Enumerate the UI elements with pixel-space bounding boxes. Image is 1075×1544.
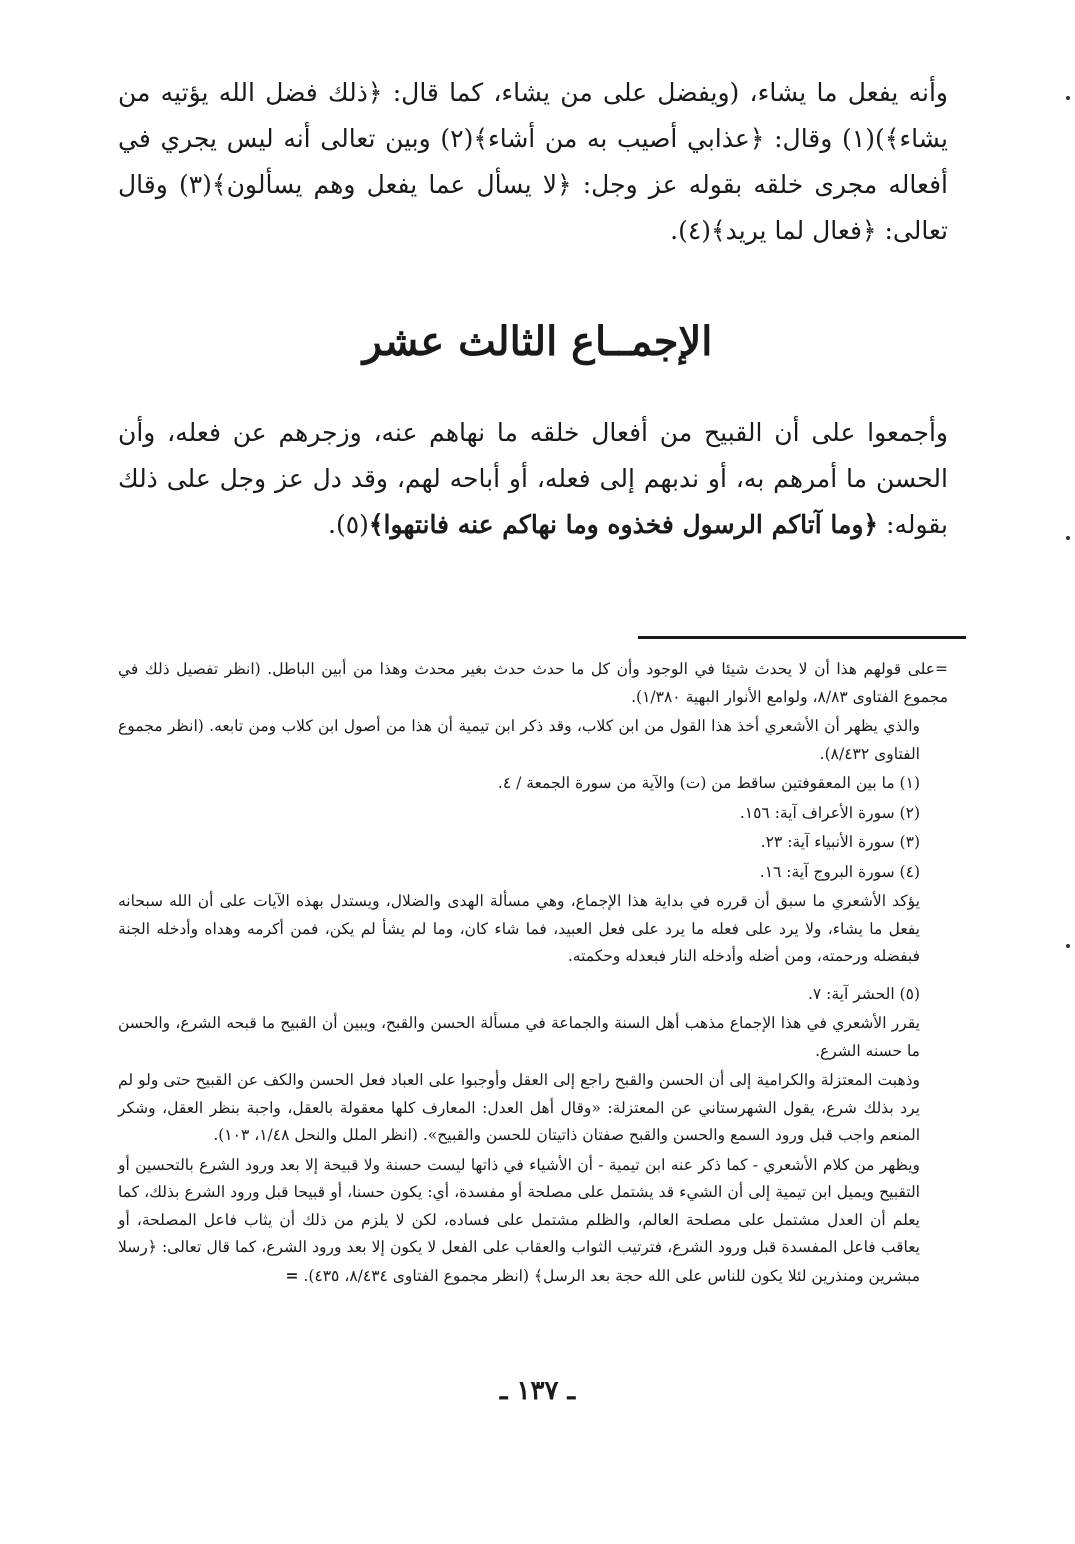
intro-paragraph xyxy=(118,70,948,254)
section-heading: الإجمــاع الثالث عشر xyxy=(362,318,713,365)
footnote-item: (٤) سورة البروج آية: ١٦. xyxy=(759,862,920,881)
intro-text: وأنه يفعل ما يشاء، (ويفضل على من يشاء، كما قال: ﴿ذلك فضل الله يؤتيه من يشاء﴾)(١) وقال: ﴿عذابي أصيب به من أشاء﴾(٢) وبين تعالى أنه ليس يجري في أفعاله مجرى خلقه بقوله عز وجل: ﴿لا يسأل عما يفعل وهم يسألون﴾(٣) وقال تعالى: ﴿فعال لما يريد﴾(٤). xyxy=(118,78,949,245)
ijma-quran-quote: ﴿وما آتاكم الرسول فخذوه وما نهاكم عنه فانتهوا﴾ xyxy=(368,510,879,539)
margin-dot xyxy=(1066,944,1070,948)
ijma-paragraph xyxy=(118,410,948,548)
footnote-item: يؤكد الأشعري ما سبق أن قرره في بداية هذا الإجماع، وهي مسألة الهدى والضلال، ويستدل بهذه الآيات على أن الله سبحانه يفعل ما يشاء، ولا يرد على فعله ما يرد على فعل العبيد، فما شاء كان، وما لم يشأ لم يكن، فمن أكرمه وهداه وأدخله الجنة فبفضله ورحمته، ومن أضله وأدخله النار فبعدله وحكمته. xyxy=(118,892,920,965)
ijma-text: وأجمعوا على أن القبيح من أفعال خلقه ما نهاهم عنه، وزجرهم عن فعله، وأن الحسن ما أمرهم به، أو ندبهم إلى فعله، أو أباحه لهم، وقد دل عز وجل على ذلك بقوله: xyxy=(118,418,948,539)
margin-dot xyxy=(1066,536,1070,540)
footnote-item: (١) ما بين المعقوفتين ساقط من (ت) والآية من سورة الجمعة / ٤. xyxy=(497,774,920,792)
continuation-mark: = xyxy=(285,1265,299,1285)
margin-dot xyxy=(1066,96,1070,100)
footnote-item: وذهبت المعتزلة والكرامية إلى أن الحسن والقبح راجع إلى العقل وأوجبوا على العباد فعل الحسن والكف عن القبيح حتى ولو لم يرد بذلك شرع، يقول الشهرستاني عن المعتزلة: «وقال أهل العدل: المعارف كلها معقولة بالعقل، واجبة بنظر العقل، وشكر المنعم واجب قبل ورود السمع والحسن والقبح صفتان ذاتيتان للحسن والقبيح». (انظر الملل والنحل ١/٤٨، ١٠٣). xyxy=(118,1071,920,1144)
footnote-item xyxy=(118,1152,948,1291)
footnotes xyxy=(118,656,948,1292)
footnote-item: (٥) الحشر آية: ٧. xyxy=(807,984,920,1003)
footnote-item-text: ويظهر من كلام الأشعري - كما ذكر عنه ابن تيمية - أن الأشياء في ذاتها ليست حسنة ولا قبيحة إلا بعد ورود الشرع بالتحسين أو التقبيح ويميل ابن تيمية إلى أن الشيء قد يشتمل على مصلحة أو مفسدة، أي: يكون حسنا، أو قبيحا قبل ورود الشرع بذلك، كما يعلم أن العدل مشتمل على مصلحة العالم، والظلم مشتمل على فساده، لكن لا يلزم من ذلك أن يثاب فاعل المصلحة، أو يعاقب فاعل المفسدة قبل ورود الشرع، فترتيب الثواب والعقاب على الفعل لا يكون إلا بعد ورود الشرع، كما قال تعالى: ﴿رسلا مبشرين ومنذرين لئلا يكون للناس على الله حجة بعد الرسل﴾ (انظر مجموع الفتاوى ٨/٤٣٤، ٤٣٥). xyxy=(118,1155,920,1285)
footnote-item: (٣) سورة الأنبياء آية: ٢٣. xyxy=(760,833,920,851)
ijma-body xyxy=(118,410,948,548)
footnote-item: =على قولهم هذا أن لا يحدث شيئا في الوجود وأن كل ما حدث حدث بغير محدث وهذا من أبين الباطل. (انظر تفصيل ذلك في مجموع الفتاوى ٨/٨٣، ولوامع الأنوار البهية ١/٣٨٠). xyxy=(118,660,948,706)
footnote-item: والذي يظهر أن الأشعري أخذ هذا القول من ابن كلاب، وقد ذكر ابن تيمية أن هذا من أصول ابن كلاب ومن تابعه. (انظر مجموع الفتاوى ٨/٤٣٢). xyxy=(118,717,920,763)
ijma-note-ref: (٥). xyxy=(328,510,369,539)
footnote-separator xyxy=(638,636,966,639)
footnote-item: يقرر الأشعري في هذا الإجماع مذهب أهل السنة والجماعة في مسألة الحسن والقبح، ويبين أن القبيح ما قبحه الشرع، والحسن ما حسنه الشرع. xyxy=(118,1014,920,1060)
page-number: ـ ١٣٧ ـ xyxy=(499,1376,576,1406)
footnote-item: (٢) سورة الأعراف آية: ١٥٦. xyxy=(739,803,920,822)
